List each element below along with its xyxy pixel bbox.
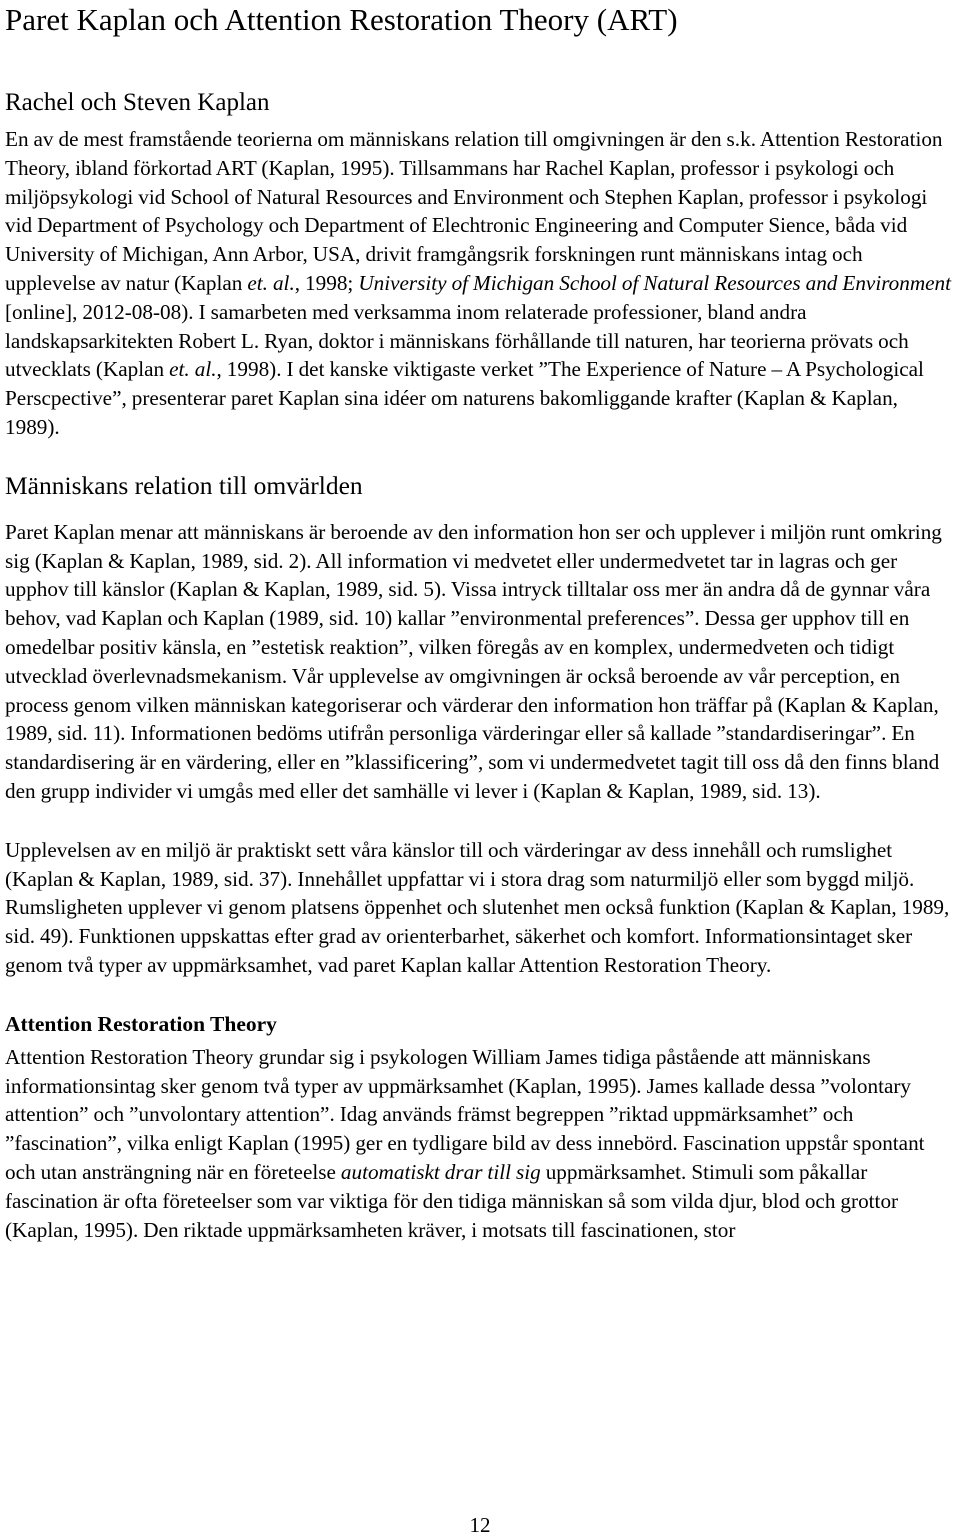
source-title: University of Michigan School of Natural Resources and Environment [358,270,952,295]
paragraph-text: , 1998; [294,270,359,295]
paragraph-relation-2: Upplevelsen av en miljö är praktiskt sett våra känslor till och värderingar av dess innehåll och rumslighet (Kaplan & Kaplan, 1989, sid. 37). Innehållet uppfattar vi i stora drag som naturmiljö eller som byggd miljö. Rumsligheten upplever vi genom platsens öppenhet och slutenhet men också funktion (Kaplan & Kaplan, 1989, sid. 49). Funktionen uppskattas efter grad av orienterbarhet, säkerhet och komfort. Informationsintaget sker genom två typer av uppmärksamhet, vad paret Kaplan kallar Attention Restoration Theory. [5,837,950,977]
section-heading-art: Attention Restoration Theory [5,1011,277,1036]
paragraph-text: Attention Restoration Theory grundar sig i psykologen William James tidiga påstående att människans informationsintag sker genom två typer av uppmärksamhet (Kaplan, 1995). James kallade dessa ”volontary attention” och ”unvolontary attention”. Idag används främst begreppen ”riktad uppmärksamhet” och ”fascination”, vilka enligt Kaplan (1995) ger en tydligare bild av dess innebörd. Fascination uppstår spontant och utan ansträngning när en företeelse [5,1044,925,1184]
paragraph-art [5,1043,957,1245]
page-number: 12 [469,1513,491,1537]
paragraph-relation-1: Paret Kaplan menar att människans är beroende av den information hon ser och upplever i miljön runt omkring sig (Kaplan & Kaplan, 1989, sid. 2). All information vi medvetet eller undermedvetet tar in lagras och ger upphov till känslor (Kaplan & Kaplan, 1989, sid. 5). Vissa intryck tilltalar oss mer än andra då de gynnar våra behov, vad Kaplan och Kaplan (1989, sid. 10) kallar ”environmental preferences”. Dessa ger upphov till en omedelbar positiv känsla, en ”estetisk reaktion”, vilken föregås av en komplex, undermedveten och tidigt utvecklad överlevnadsmekanism. Vår upplevelse av omgivningen är också beroende av vår perception, en process genom vilken människan kategoriserar och värderar den information hon träffar på (Kaplan & Kaplan, 1989, sid. 11). Informationen bedöms utifrån personliga värderingar eller så kallade ”standardiseringar”. En standardisering är en värdering, eller en ”klassificering”, som vi undermedvetet tagit till oss då den finns bland den grupp individer vi umgås med eller det samhälle vi lever i (Kaplan & Kaplan, 1989, sid. 13). [5,519,942,803]
paragraph-text: uppmärksamhet. Stimuli som påkallar fascination är ofta företeelser som var viktiga för den tidiga människan så som vilda djur, blod och grottor (Kaplan, 1995). Den riktade uppmärksamheten kräver, i motsats till fascinationen, stor [5,1159,899,1242]
paragraph-text: [online], 2012-08-08). I samarbeten med verksamma inom relaterade professioner, bland andra landskapsarkitekten Robert L. Ryan, doktor i människans förhållande till naturen, har teorierna prövats och utvecklats (Kaplan [5,299,909,382]
emphasis-text: automatiskt drar till sig [340,1159,541,1184]
paragraph-intro [5,125,957,442]
section-heading-relation: Människans relation till omvärlden [5,470,363,500]
document-page [5,0,957,1244]
subtitle: Rachel och Steven Kaplan [5,89,270,116]
citation-et-al: et. al. [169,357,217,382]
page-title: Paret Kaplan och Attention Restoration Theory (ART) [5,2,678,37]
citation-et-al: et. al. [247,270,295,295]
paragraph-text: En av de mest framstående teorierna om människans relation till omgivningen är den s.k. Attention Restoration Theory, ibland förkortad ART (Kaplan, 1995). Tillsammans har Rachel Kaplan, professor i psykologi och miljöpsykologi vid School of Natural Resources and Environment och Stephen Kaplan, professor i psykologi vid Department of Psychology och Department of Elechtronic Engineering and Computer Sience, båda vid University of Michigan, Ann Arbor, USA, drivit framgångsrik forskningen runt människans intag och upplevelse av natur (Kaplan [5,127,943,295]
paragraph-text: , 1998). I det kanske viktigaste verket ”The Experience of Nature – A Psychological Perscpective”, presenterar paret Kaplan sina idéer om naturens bakomliggande krafter (Kaplan & Kaplan, 1989). [5,357,924,439]
